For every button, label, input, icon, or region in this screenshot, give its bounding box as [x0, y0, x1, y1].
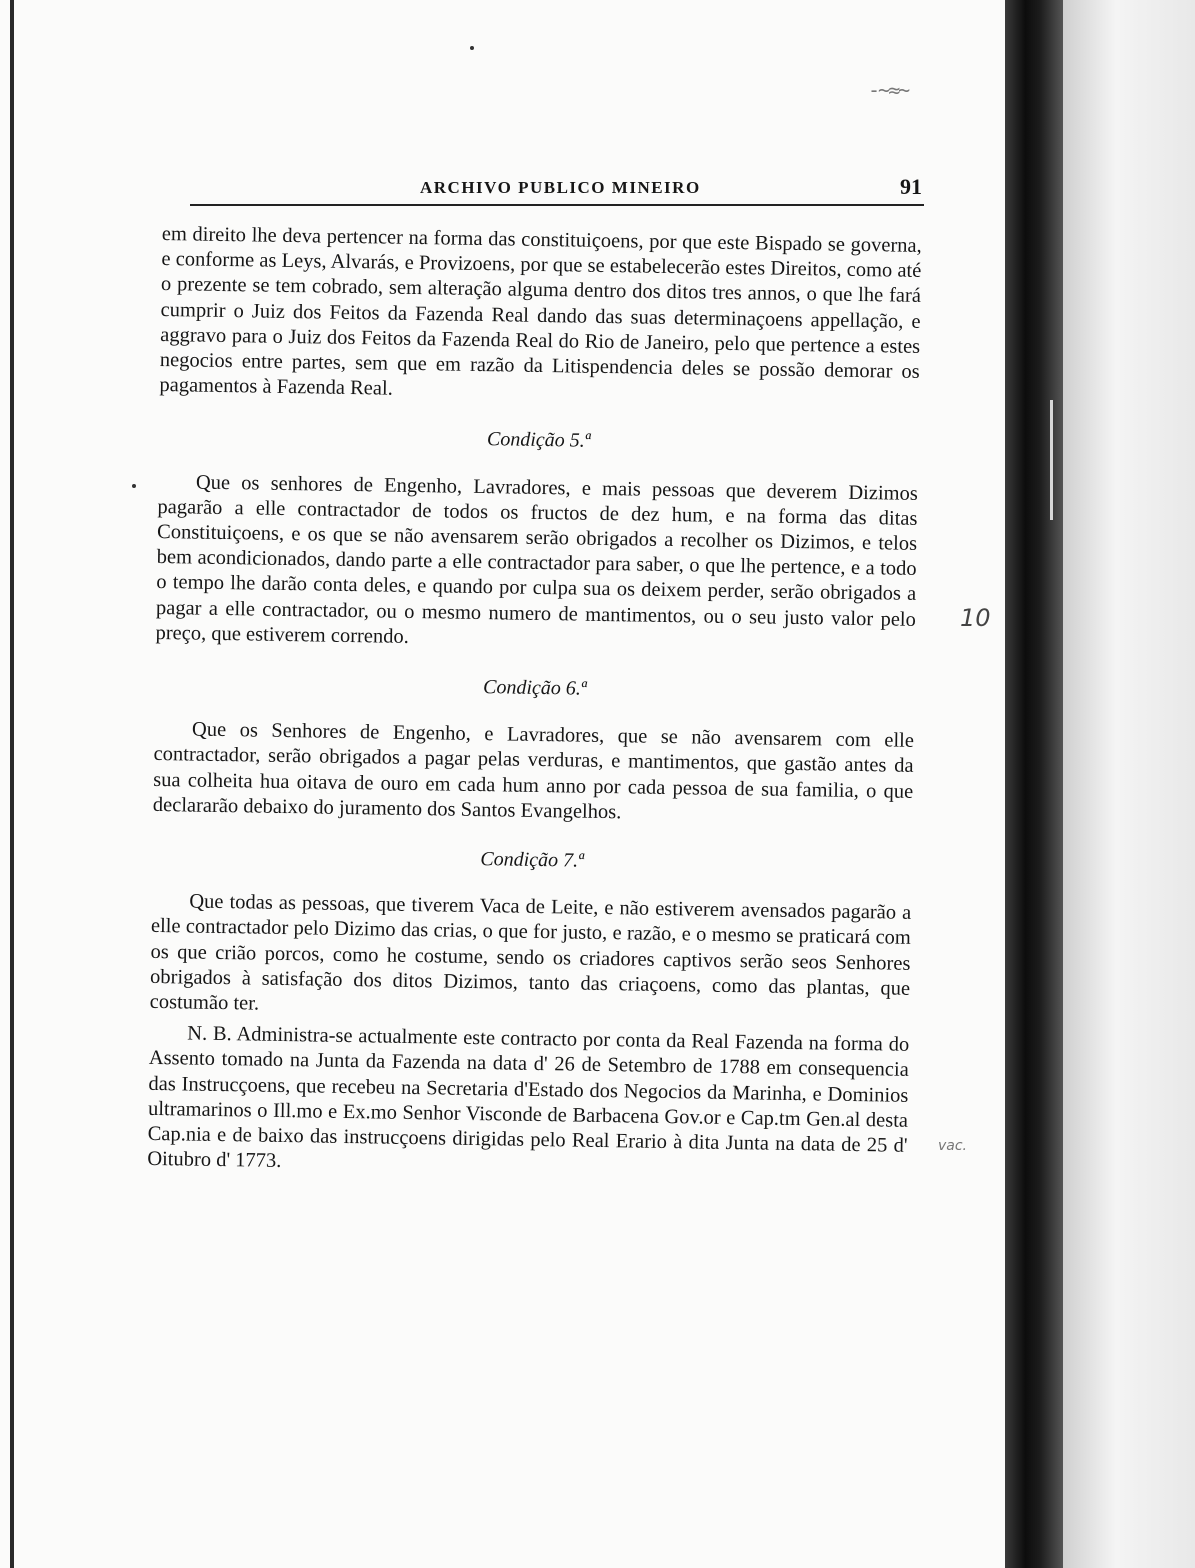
- header-title: ARCHIVO PUBLICO MINEIRO: [420, 178, 701, 197]
- condition-6-heading: Condição 6.ª: [482, 676, 587, 700]
- intro-paragraph: em direito lhe deva pertencer na forma das constituiçoens, por que este Bispado se governa, e conforme as Leys, Alvarás, e Provizoens, por que se estabelecerão estes Direitos, como até o prezente se tem cobrado, sem alteração alguma dentro dos ditos tres annos, o que lhe fará cumprir o Juiz dos Feitos da Fazenda Real dando das suas determinaçoens appellação, e aggravo para o Juiz dos Feitos da Fazenda Real do Rio de Janeiro, pelo que pertence a estes negocios entre partes, sem que em razão da Litispendencia deles se possão demorar os pagamentos à Fazenda Real.: [159, 222, 922, 400]
- nota-bene-paragraph: N. B. Administra-se actualmente este contracto por conta da Real Fazenda na forma do Assento tomado na Junta da Fazenda na data d' 26 de Setembro de 1788 em consequencia das Instrucçoens, que recebeu na Secretaria d'Estado dos Negocios da Marinha, e Dominios ultramarinos o Ill.mo e Ex.mo Senhor Visconde de Barbacena Gov.or e Cap.tm Gen.al desta Cap.nia e de baixo das instrucçoens dirigidas pelo Real Erario à dita Junta na data de 25 d' Oitubro d' 1773.: [147, 1022, 910, 1173]
- handwritten-margin-note: 10: [960, 604, 991, 632]
- scan-scratch: [1050, 400, 1053, 520]
- condition-5-heading: Condição 5.ª: [486, 428, 591, 453]
- facing-page-edge: [1063, 0, 1195, 1568]
- speck-dot: [470, 46, 474, 50]
- handwritten-margin-note-vac: vac.: [938, 1138, 968, 1154]
- body-text: [147, 222, 922, 1184]
- condition-6-paragraph: Que os Senhores de Engenho, e Lavradores, que se não avensarem com elle contractador, serão obrigados a pagar pelas verduras, e mantimentos, que gastão antes da sua colheita hua oitava de ouro em cada hum anno por cada pessoa de sua familia, o que declararão debaixo do juramento dos Santos Evangelhos.: [152, 718, 915, 824]
- speck-dot: [132, 484, 136, 488]
- condition-5-paragraph: Que os senhores de Engenho, Lavradores, e mais pessoas que deverem Dizimos pagarão a elle contractador de todos os fructos de dez hum, e na forma das ditas Constituiçoens, e os que se não avensarem serão obrigados a recolher os Dizimos, e telos bem acondicionados, dando parte a elle contractador para saber, o que lhe pertence, e a todo o tempo lhe darão conta deles, e quando por culpa sua os deixem perder, serão obrigados a pagar a elle contractador, ou o mesmo numero de mantimentos, ou o seu justo valor pelo preço, que estiverem correndo.: [155, 471, 919, 648]
- condition-7-heading: Condição 7.ª: [480, 848, 584, 872]
- book-binding-shadow: [1005, 0, 1063, 1568]
- ink-smudge-mark: -~≈~: [868, 78, 909, 102]
- page-number: 91: [900, 174, 922, 199]
- condition-7-paragraph: Que todas as pessoas, que tiverem Vaca de Leite, e não estiverem avensados pagarão a elle contractador pelo Dizimo das crias, o que for justo, e razão, e o mesmo se praticará com os que crião porcos, como he costume, sendo os criadores captivos serão seos Senhores obrigados à satisfação dos ditos Dizimos, tanto das criaçoens, como das plantas, que costumão ter.: [149, 890, 912, 1015]
- running-header: [190, 174, 924, 206]
- page-left-edge: [10, 0, 14, 1568]
